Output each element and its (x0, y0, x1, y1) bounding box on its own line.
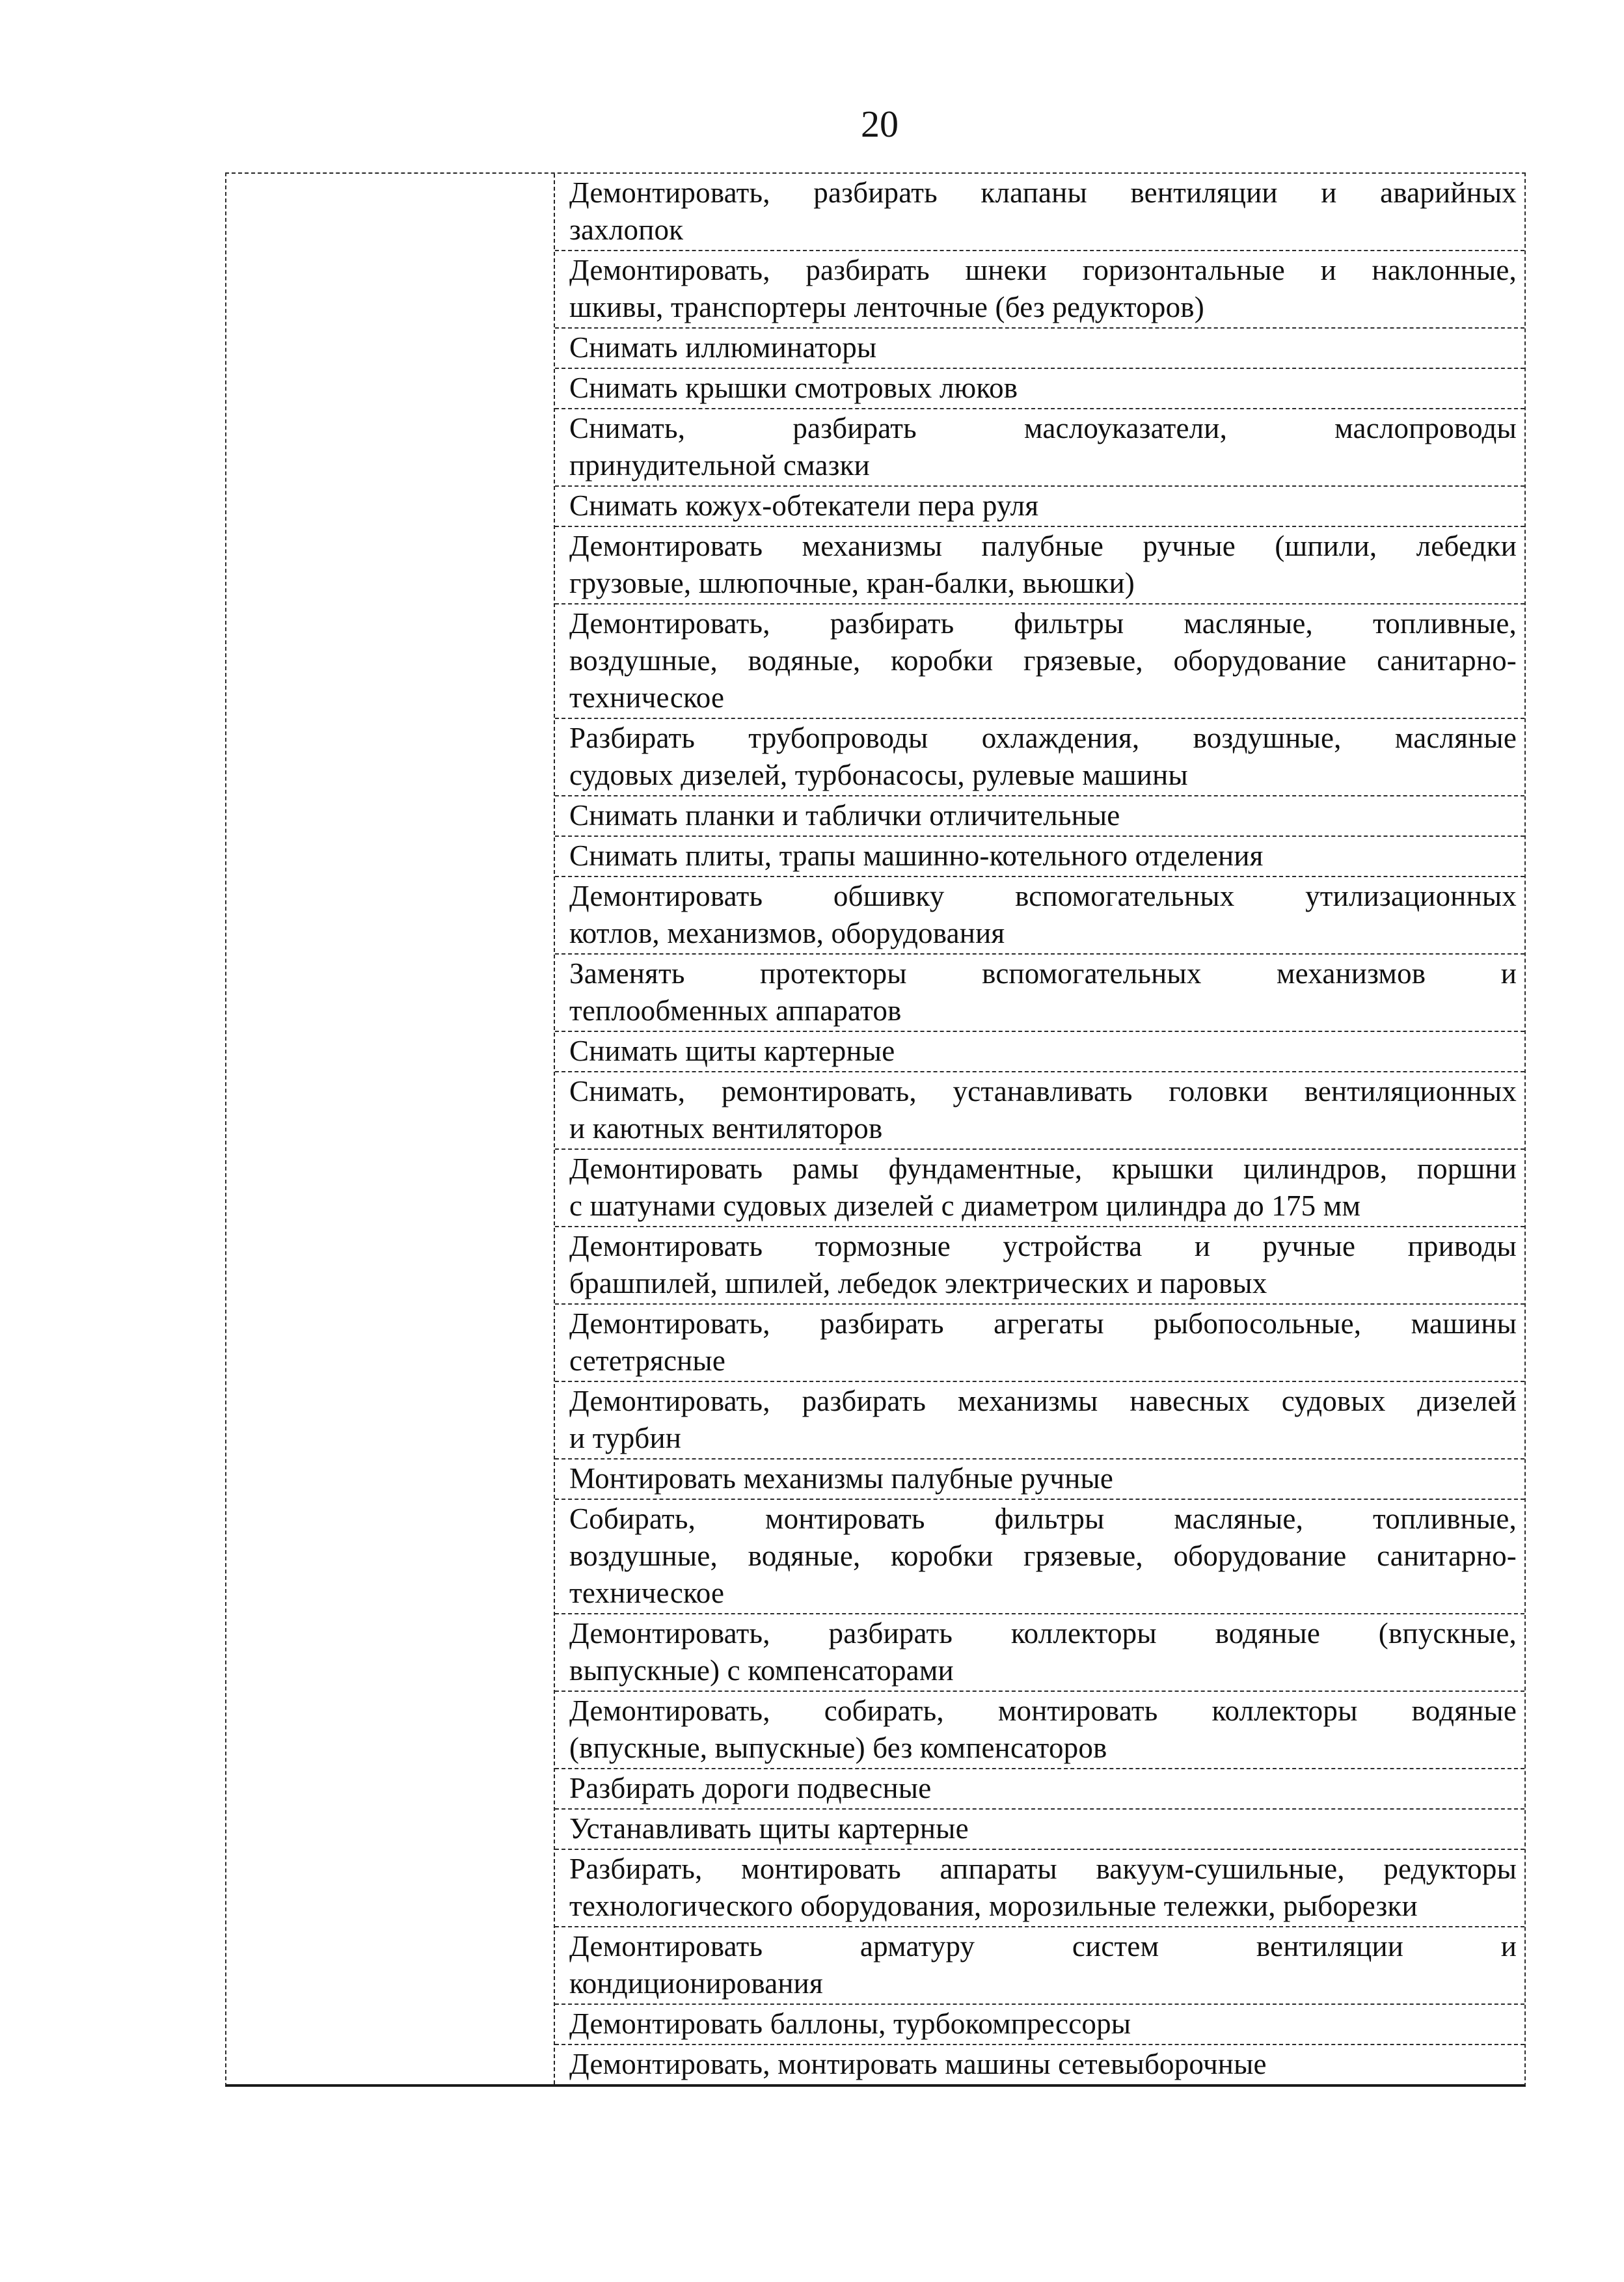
task-line: и турбин (569, 1422, 682, 1454)
task-line: Демонтировать, разбирать клапаны вентиляции и аварийных (569, 176, 1517, 209)
table-row (555, 369, 1524, 409)
table-row (555, 2005, 1524, 2045)
table-row (555, 955, 1524, 1032)
tasks-column (555, 174, 1524, 2084)
task-line: технологического оборудования, морозильные тележки, рыборезки (569, 1890, 1418, 1922)
task-line: и каютных вентиляторов (569, 1112, 883, 1145)
table-row (555, 1614, 1524, 1692)
table-row (555, 604, 1524, 719)
task-line: принудительной смазки (569, 449, 870, 482)
table-row (555, 1460, 1524, 1500)
task-line: сететрясные (569, 1344, 726, 1377)
table-row (555, 1032, 1524, 1072)
task-line: Демонтировать, разбирать фильтры масляные, топливные, (569, 607, 1517, 640)
table-row (555, 487, 1524, 527)
table-row (555, 1382, 1524, 1460)
task-line: Монтировать механизмы палубные ручные (569, 1462, 1114, 1495)
table-row (555, 1150, 1524, 1227)
task-line: (впускные, выпускные) без компенсаторов (569, 1732, 1107, 1764)
task-line: Демонтировать баллоны, турбокомпрессоры (569, 2007, 1131, 2040)
table-row (555, 251, 1524, 329)
task-line: судовых дизелей, турбонасосы, рулевые машины (569, 759, 1188, 791)
table-row (555, 527, 1524, 604)
table-row (555, 796, 1524, 837)
task-line: Снимать плиты, трапы машинно-котельного отделения (569, 839, 1264, 872)
task-line: Демонтировать, разбирать механизмы навесных судовых дизелей (569, 1385, 1517, 1417)
task-line: Демонтировать, собирать, монтировать коллекторы водяные (569, 1694, 1517, 1727)
table-row (555, 837, 1524, 877)
tasks-table (225, 172, 1526, 2087)
task-line: Снимать планки и таблички отличительные (569, 799, 1120, 832)
task-line: Снимать иллюминаторы (569, 331, 877, 364)
task-line: Демонтировать рамы фундаментные, крышки цилиндров, поршни (569, 1152, 1517, 1185)
table-row (555, 1227, 1524, 1305)
table-row (555, 1305, 1524, 1382)
task-line: захлопок (569, 213, 684, 246)
task-line: техническое (569, 681, 725, 714)
task-line: Разбирать, монтировать аппараты вакуум-сушильные, редукторы (569, 1853, 1517, 1885)
task-line: выпускные) с компенсаторами (569, 1654, 954, 1687)
task-line: Собирать, монтировать фильтры масляные, топливные, (569, 1502, 1517, 1535)
task-line: брашпилей, шпилей, лебедок электрических и паровых (569, 1267, 1267, 1299)
task-line: Демонтировать, разбирать коллекторы водяные (впускные, (569, 1617, 1517, 1650)
table-row (555, 174, 1524, 251)
task-line: техническое (569, 1577, 725, 1609)
task-line: Демонтировать тормозные устройства и ручные приводы (569, 1230, 1517, 1262)
table-row (555, 1692, 1524, 1769)
task-line: Снимать, ремонтировать, устанавливать головки вентиляционных (569, 1075, 1517, 1107)
table-row (555, 1850, 1524, 1927)
task-line: котлов, механизмов, оборудования (569, 917, 1005, 949)
table-row (555, 409, 1524, 487)
task-line: Снимать щиты картерные (569, 1035, 895, 1067)
task-line: Снимать кожух-обтекатели пера руля (569, 489, 1039, 522)
table-row (555, 719, 1524, 796)
task-line: с шатунами судовых дизелей с диаметром цилиндра до 175 мм (569, 1189, 1361, 1222)
table-row (555, 1500, 1524, 1614)
task-line: Демонтировать арматуру систем вентиляции и (569, 1930, 1517, 1963)
task-line: Демонтировать, разбирать шнеки горизонтальные и наклонные, (569, 254, 1517, 286)
task-line: Устанавливать щиты картерные (569, 1812, 969, 1845)
task-line: Демонтировать механизмы палубные ручные (шпили, лебедки (569, 530, 1517, 562)
task-line: кондиционирования (569, 1967, 823, 2000)
table-row (555, 877, 1524, 955)
task-line: воздушные, водяные, коробки грязевые, оборудование санитарно- (569, 644, 1517, 677)
category-column (226, 174, 555, 2084)
page-number: 20 (861, 103, 899, 145)
task-line: грузовые, шлюпочные, кран-балки, вьюшки) (569, 567, 1135, 599)
table-row (555, 329, 1524, 369)
table-row (555, 1072, 1524, 1150)
table-row (555, 1769, 1524, 1810)
task-line: Разбирать трубопроводы охлаждения, воздушные, масляные (569, 722, 1517, 754)
table-row (555, 1810, 1524, 1850)
task-line: шкивы, транспортеры ленточные (без редукторов) (569, 291, 1204, 323)
table-row (555, 2045, 1524, 2084)
task-line: воздушные, водяные, коробки грязевые, оборудование санитарно- (569, 1540, 1517, 1572)
task-line: Демонтировать обшивку вспомогательных утилизационных (569, 880, 1517, 912)
table-row (555, 1927, 1524, 2005)
task-line: Разбирать дороги подвесные (569, 1772, 932, 1804)
task-line: Снимать крышки смотровых люков (569, 372, 1018, 404)
task-line: Снимать, разбирать маслоуказатели, маслопроводы (569, 412, 1517, 444)
task-line: теплообменных аппаратов (569, 994, 902, 1027)
task-line: Демонтировать, разбирать агрегаты рыбопосольные, машины (569, 1307, 1517, 1340)
task-line: Демонтировать, монтировать машины сетевыборочные (569, 2048, 1267, 2080)
task-line: Заменять протекторы вспомогательных механизмов и (569, 957, 1517, 990)
